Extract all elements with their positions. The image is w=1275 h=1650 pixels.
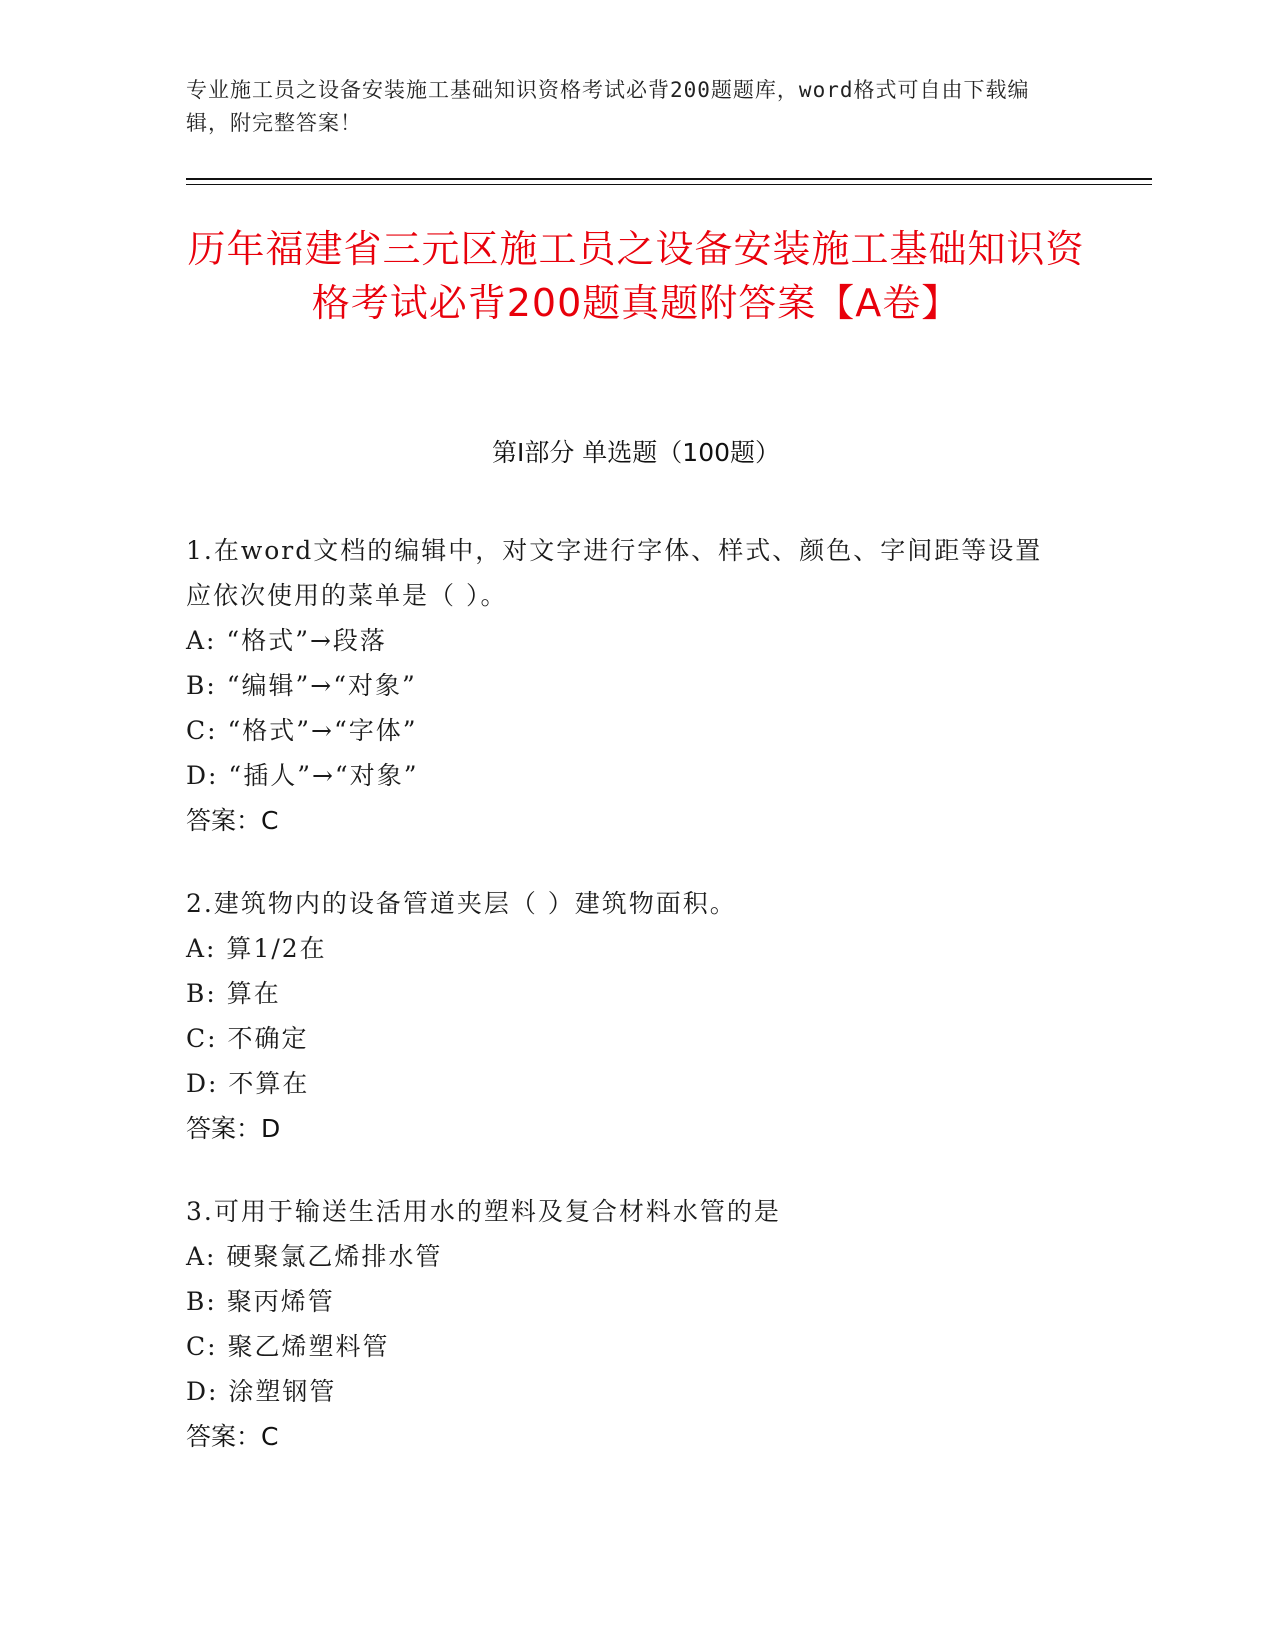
option-b: B: “编辑”→“对象”: [186, 671, 417, 700]
header-rule-thick: [186, 178, 1152, 180]
question-stem: 3.可用于输送生活用水的塑料及复合材料水管的是: [186, 1197, 781, 1226]
option-c: C: 不确定: [186, 1024, 309, 1053]
section-heading: 第I部分 单选题（100题）: [491, 438, 781, 467]
answer: 答案：C: [186, 1422, 279, 1451]
question-1: [186, 528, 1066, 843]
answer: 答案：C: [186, 806, 279, 835]
question-list: [186, 528, 1066, 1497]
option-d: D: 不算在: [186, 1069, 310, 1098]
question-stem: 2.建筑物内的设备管道夹层（ ）建筑物面积。: [186, 889, 737, 918]
option-a: A: 硬聚氯乙烯排水管: [186, 1242, 443, 1271]
option-a: A: “格式”→段落: [186, 626, 387, 655]
header-note: 专业施工员之设备安装施工基础知识资格考试必背200题题库，word格式可自由下载编辑，附完整答案！: [186, 78, 1030, 135]
question-3: [186, 1189, 1066, 1459]
option-d: D: “插人”→“对象”: [186, 761, 419, 790]
document-title: 历年福建省三元区施工员之设备安装施工基础知识资格考试必背200题真题附答案【A卷】: [187, 227, 1085, 325]
option-c: C: 聚乙烯塑料管: [186, 1332, 390, 1361]
option-a: A: 算1/2在: [186, 934, 327, 963]
question-2: [186, 881, 1066, 1151]
option-c: C: “格式”→“字体”: [186, 716, 418, 745]
option-b: B: 聚丙烯管: [186, 1287, 335, 1316]
question-stem: 1.在word文档的编辑中，对文字进行字体、样式、颜色、字间距等设置应依次使用的菜单是（ ）。: [186, 536, 1043, 610]
option-b: B: 算在: [186, 979, 281, 1008]
option-d: D: 涂塑钢管: [186, 1377, 337, 1406]
header-rule-thin: [186, 184, 1152, 185]
answer: 答案：D: [186, 1114, 281, 1143]
